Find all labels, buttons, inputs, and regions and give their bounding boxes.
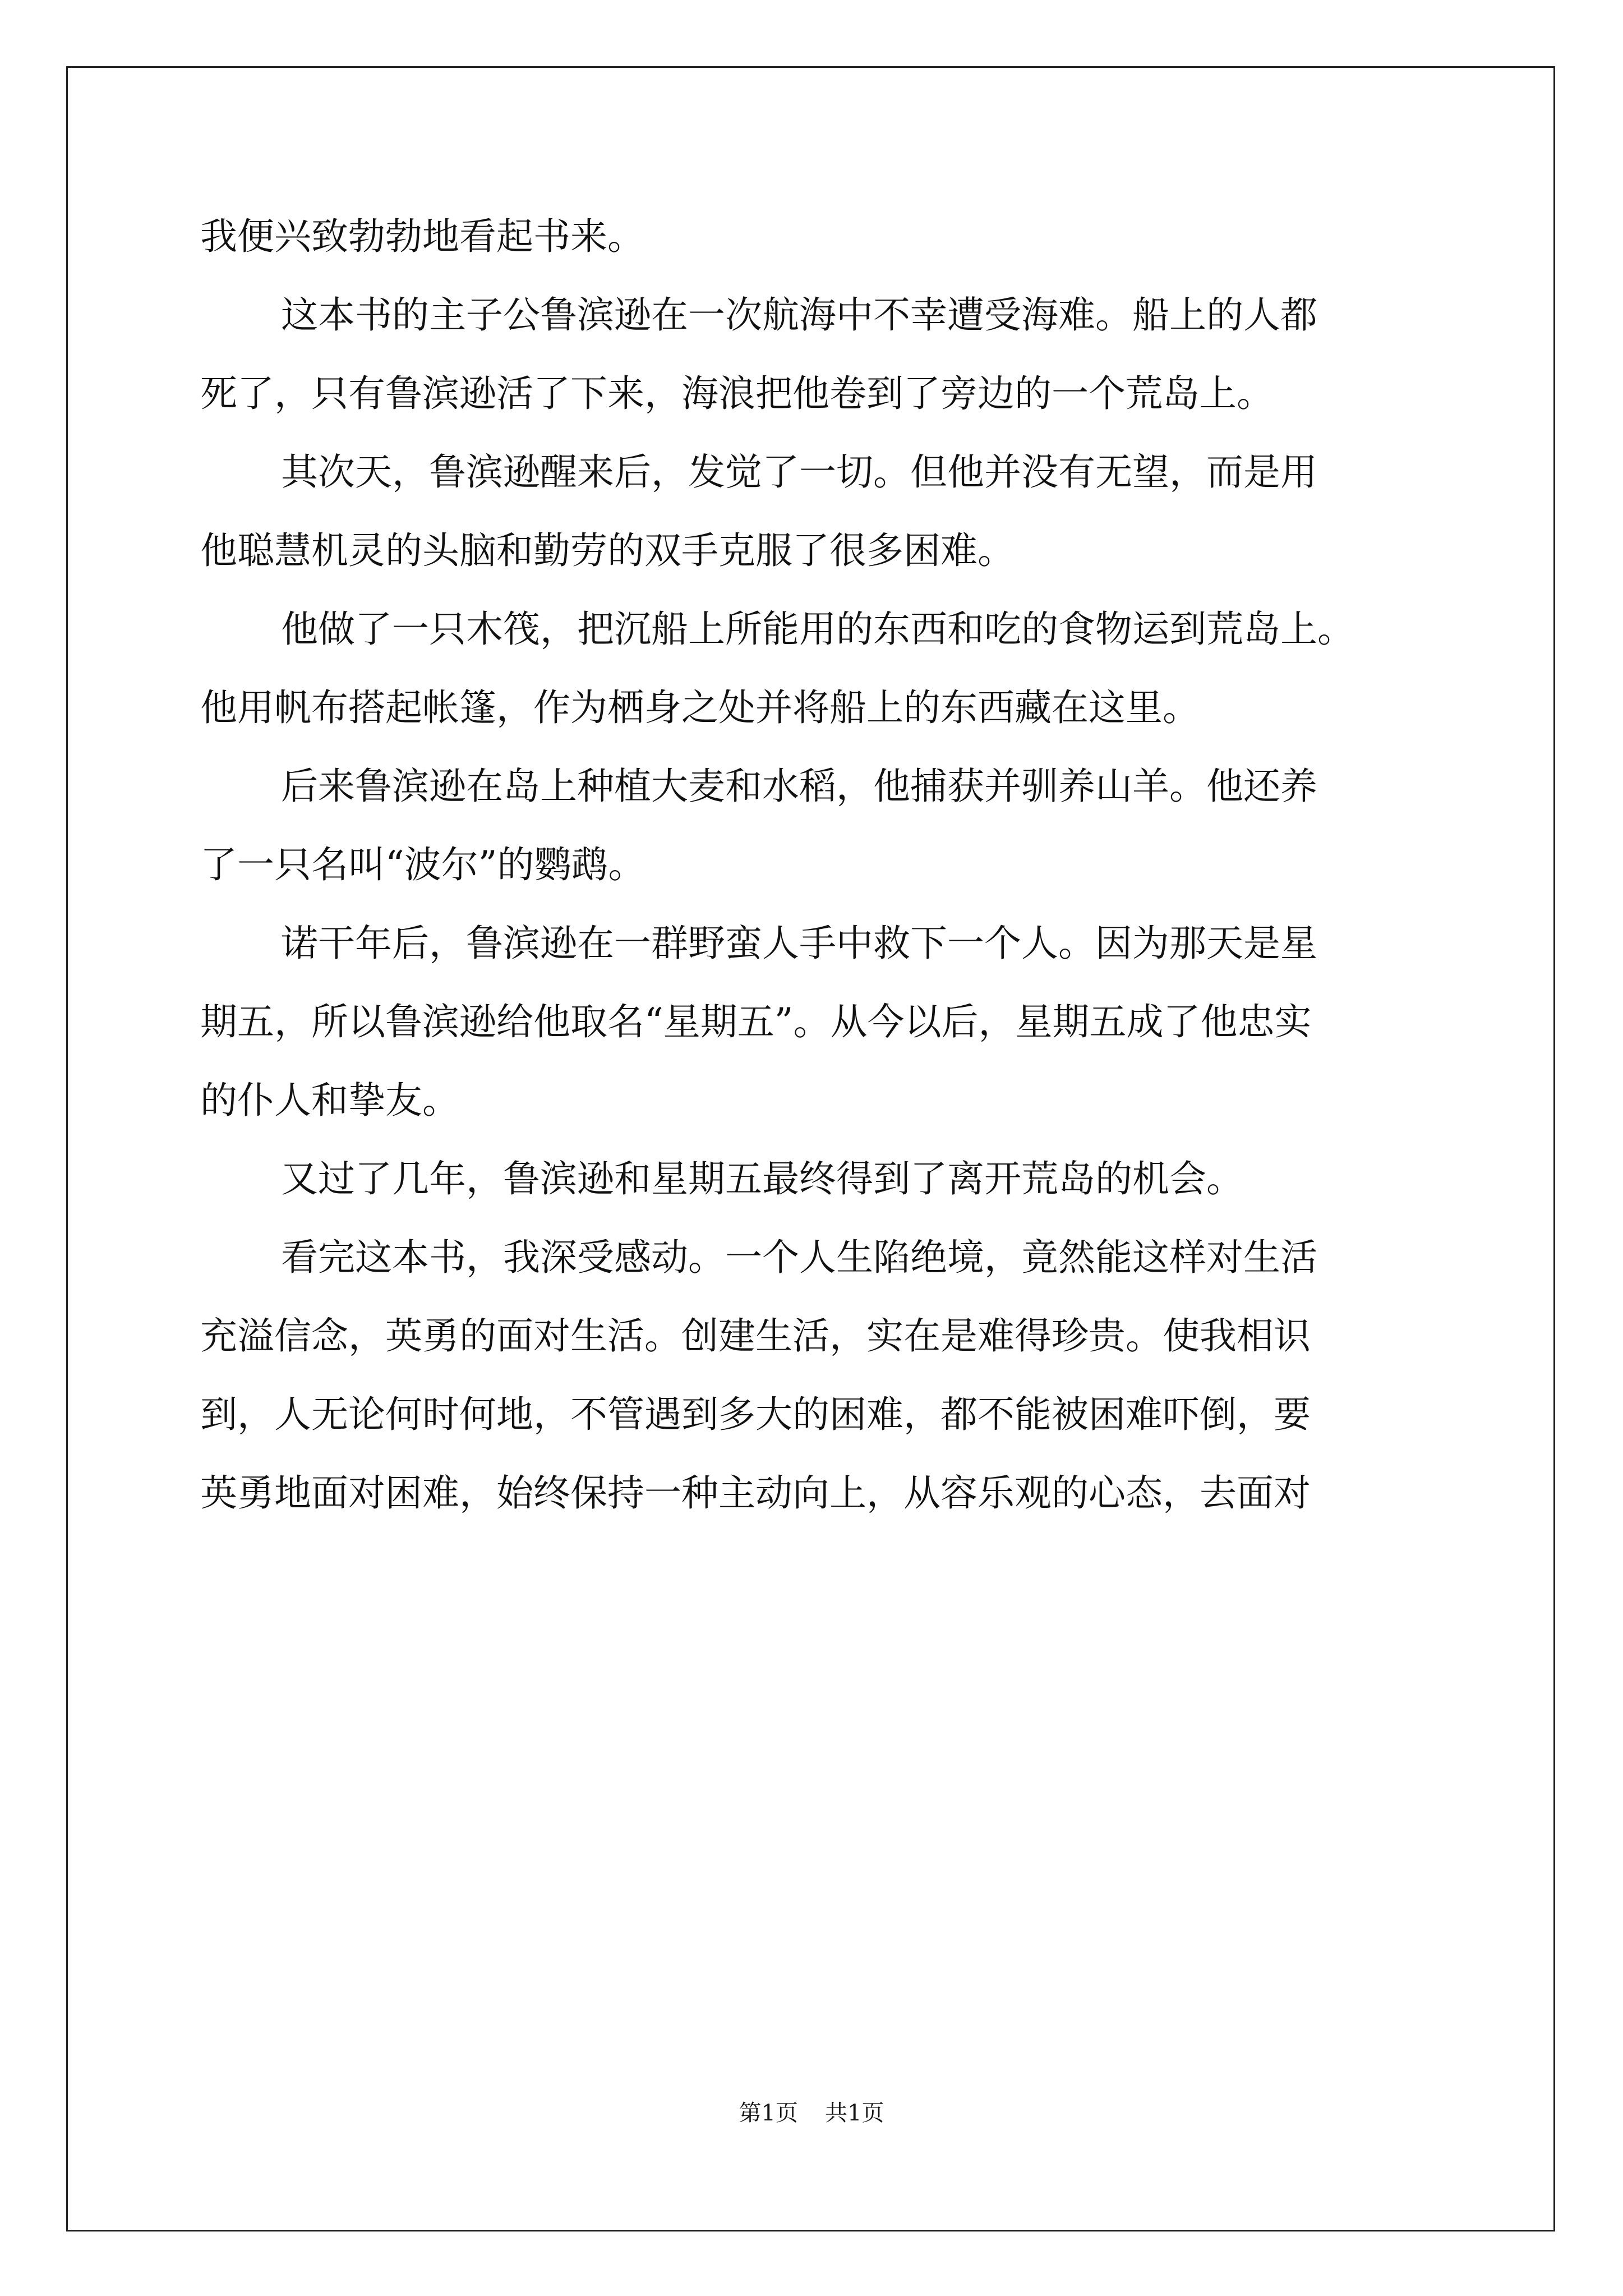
page-number: 第1页 — [739, 2100, 798, 2126]
text-line: 了一只名叫“波尔”的鹦鹉。 — [200, 843, 645, 886]
text-line: 期五，所以鲁滨逊给他取名“星期五”。从今以后，星期五成了他忠实 — [200, 1000, 1312, 1043]
text-line: 的仆人和挚友。 — [200, 1079, 459, 1122]
paragraph-first-line: 其次天，鲁滨逊醒来后，发觉了一切。但他并没有无望，而是用 — [281, 450, 1317, 494]
text-line: 英勇地面对困难，始终保持一种主动向上，从容乐观的心态，去面对 — [200, 1471, 1311, 1515]
paragraph-first-line: 看完这本书，我深受感动。一个人生陷绝境，竟然能这样对生活 — [281, 1236, 1317, 1279]
document-body — [200, 197, 1468, 1533]
text-line: 我便兴致勃勃地看起书来。 — [200, 215, 644, 258]
paragraph-first-line: 他做了一只木筏，把沉船上所能用的东西和吃的食物运到荒岛上。 — [281, 608, 1354, 651]
text-line: 他聪慧机灵的头脑和勤劳的双手克服了很多困难。 — [200, 529, 1015, 572]
page-footer — [0, 2095, 1623, 2127]
page-total: 共1页 — [825, 2100, 884, 2126]
paragraph-first-line: 这本书的主子公鲁滨逊在一次航海中不幸遭受海难。船上的人都 — [281, 293, 1317, 337]
text-line: 充溢信念，英勇的面对生活。创建生活，实在是难得珍贵。使我相识 — [200, 1314, 1311, 1358]
paragraph-first-line: 诺干年后，鲁滨逊在一群野蛮人手中救下一个人。因为那天是星 — [281, 922, 1317, 965]
text-line: 到，人无论何时何地，不管遇到多大的困难，都不能被困难吓倒，要 — [200, 1393, 1311, 1436]
paragraph-first-line: 又过了几年，鲁滨逊和星期五最终得到了离开荒岛的机会。 — [281, 1157, 1243, 1200]
text-line: 他用帆布搭起帐篷，作为栖身之处并将船上的东西藏在这里。 — [200, 686, 1200, 729]
text-line: 死了，只有鲁滨逊活了下来，海浪把他卷到了旁边的一个荒岛上。 — [200, 372, 1274, 415]
paragraph-first-line: 后来鲁滨逊在岛上种植大麦和水稻，他捕获并驯养山羊。他还养 — [281, 765, 1317, 808]
